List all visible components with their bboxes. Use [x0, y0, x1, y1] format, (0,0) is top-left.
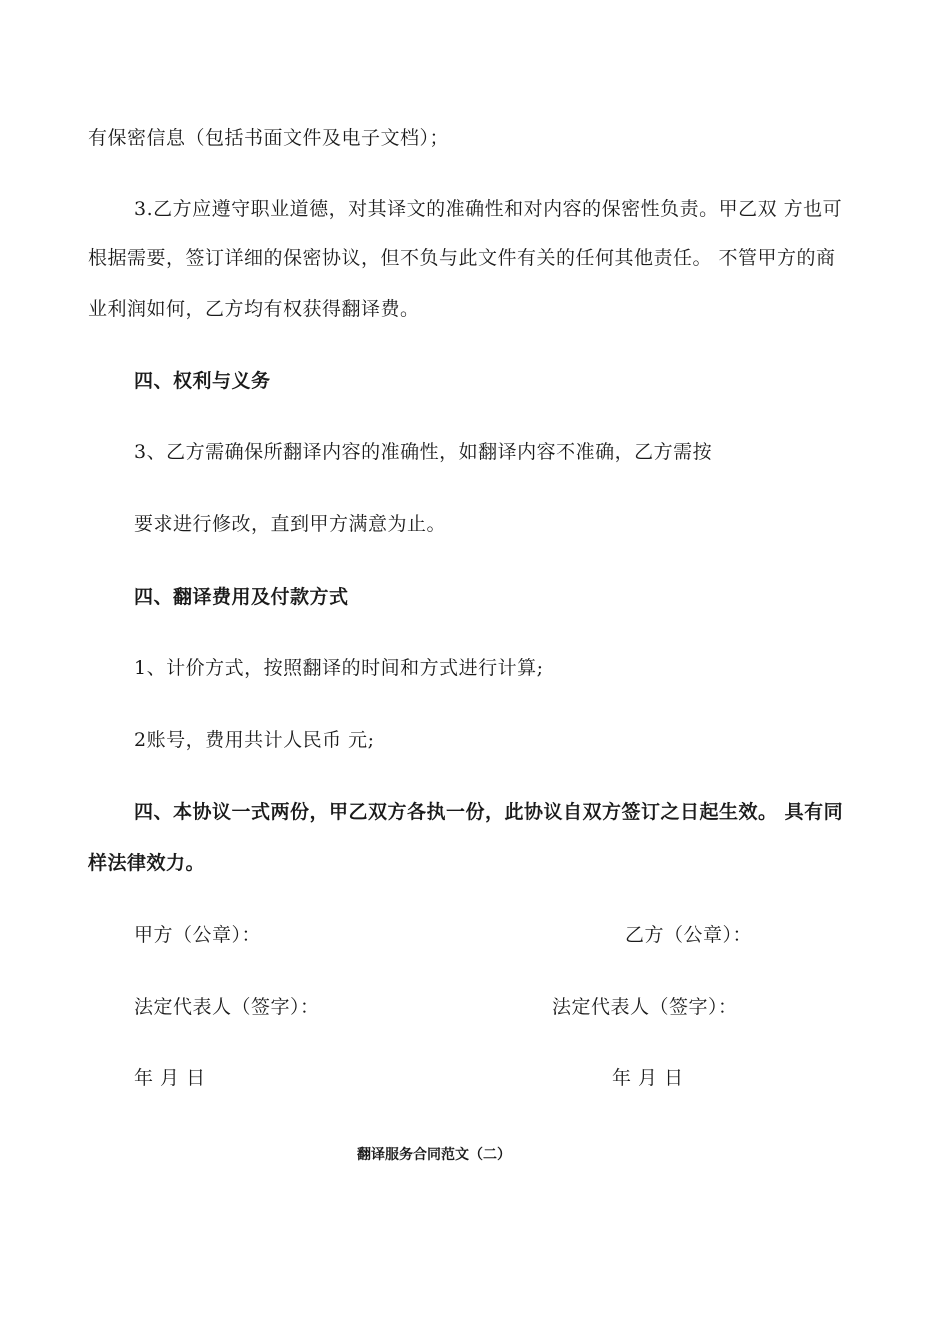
party-b-seal-label: 乙方（公章）：	[625, 924, 753, 946]
party-b-legal-rep-label: 法定代表人（签字）：	[552, 996, 738, 1018]
party-b-date-label: 年 月 日	[612, 1067, 684, 1089]
paragraph-professional-ethics-line-2: 根据需要，签订详细的保密协议，但不负与此文件有关的任何其他责任。 不管甲方的商	[88, 247, 836, 269]
party-a-seal-label: 甲方（公章）：	[134, 924, 262, 946]
paragraph-agreement-copies-line-2: 样法律效力。	[88, 852, 206, 874]
paragraph-professional-ethics-line-3: 业利润如何，乙方均有权获得翻译费。	[88, 298, 420, 320]
paragraph-confidential-info-line: 有保密信息（包括书面文件及电子文档）；	[88, 127, 450, 149]
section-heading-fees-payment: 四、翻译费用及付款方式	[134, 586, 349, 608]
paragraph-account-total: 2账号，费用共计人民币 元;	[134, 729, 375, 751]
section-heading-rights-obligations: 四、权利与义务	[134, 370, 271, 392]
paragraph-agreement-copies-line-1: 四、本协议一式两份，甲乙双方各执一份，此协议自双方签订之日起生效。 具有同	[134, 801, 844, 823]
party-a-legal-rep-label: 法定代表人（签字）：	[134, 996, 320, 1018]
paragraph-accuracy-line-2: 要求进行修改，直到甲方满意为止。	[134, 513, 447, 535]
paragraph-pricing-method: 1、计价方式，按照翻译的时间和方式进行计算;	[134, 657, 544, 679]
paragraph-professional-ethics-line-1: 3.乙方应遵守职业道德，对其译文的准确性和对内容的保密性负责。甲乙双 方也可	[134, 198, 843, 220]
party-a-date-label: 年 月 日	[134, 1067, 206, 1089]
next-document-title: 翻译服务合同范文（二）	[357, 1147, 511, 1163]
paragraph-accuracy-line-1: 3、乙方需确保所翻译内容的准确性，如翻译内容不准确，乙方需按	[134, 441, 713, 463]
